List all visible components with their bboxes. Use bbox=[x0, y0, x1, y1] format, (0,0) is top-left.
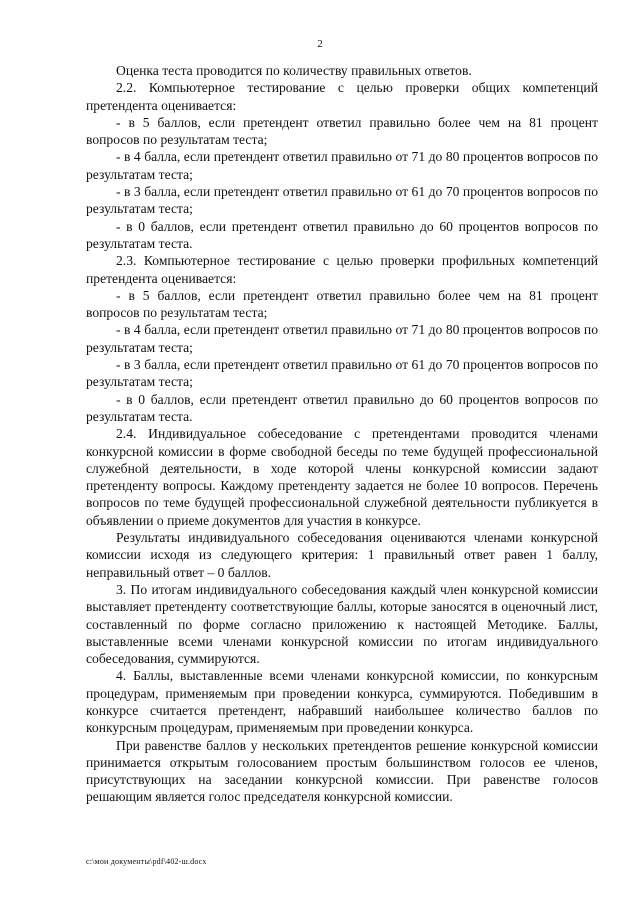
paragraph-2-3-score-4: - в 4 балла, если претендент ответил правильно от 71 до 80 процентов вопросов по результатам теста; bbox=[86, 322, 598, 355]
paragraph-2-2-score-5: - в 5 баллов, если претендент ответил правильно более чем на 81 процент вопросов по результатам теста; bbox=[86, 114, 598, 148]
paragraph-3-evaluation-sheet: 3. По итогам индивидуального собеседования каждый член конкурсной комиссии выставляет претенденту соответствующие баллы, которые заносятся в оценочный лист, составленный по форме согласно приложению к настоящей Методике. Баллы, выставленные всеми членами конкурсной комиссии по итогам индивидуального собеседования, суммируются. bbox=[86, 581, 598, 667]
paragraph-tie-vote: При равенстве баллов у нескольких претендентов решение конкурсной комиссии принимается открытым голосованием простым большинством голосов ее членов, присутствующих на заседании конкурсной комиссии. При равенстве голосов решающим является голос председателя конкурсной комиссии. bbox=[86, 737, 598, 805]
paragraph-test-scoring-note: Оценка теста проводится по количеству правильных ответов. bbox=[116, 63, 472, 78]
paragraph-2-2-score-0: - в 0 баллов, если претендент ответил правильно до 60 процентов вопросов по результатам теста. bbox=[86, 218, 598, 251]
paragraph-2-2-score-3: - в 3 балла, если претендент ответил правильно от 61 до 70 процентов вопросов по результатам теста; bbox=[86, 184, 598, 217]
footer-file-path: c:\мои документы\pdf\402-ш.docx bbox=[86, 857, 207, 866]
paragraph-2-3-score-0: - в 0 баллов, если претендент ответил правильно до 60 процентов вопросов по результатам теста. bbox=[86, 391, 598, 424]
paragraph-2-4-interview: 2.4. Индивидуальное собеседование с претендентами проводится членами конкурсной комиссии в форме свободной беседы по теме будущей профессиональной служебной деятельности, в ходе которой члены конкурсной комиссии задают претенденту вопросы. Каждому претенденту задается не более 10 вопросов. Перечень вопросов по теме будущей профессиональной служебной деятельности публикуется в объявлении о приеме документов для участия в конкурсе. bbox=[86, 426, 598, 528]
paragraph-2-3-score-3: - в 3 балла, если претендент ответил правильно от 61 до 70 процентов вопросов по результатам теста; bbox=[86, 357, 598, 390]
paragraph-2-2-heading: 2.2. Компьютерное тестирование с целью проверки общих компетенций претендента оценивается: bbox=[86, 80, 598, 113]
paragraph-2-3-score-5: - в 5 баллов, если претендент ответил правильно более чем на 81 процент вопросов по результатам теста; bbox=[86, 287, 598, 321]
paragraph-2-2-score-4: - в 4 балла, если претендент ответил правильно от 71 до 80 процентов вопросов по результатам теста; bbox=[86, 149, 598, 182]
paragraph-2-3-heading: 2.3. Компьютерное тестирование с целью проверки профильных компетенций претендента оценивается: bbox=[86, 253, 598, 286]
paragraph-interview-results: Результаты индивидуального собеседования оцениваются членами конкурсной комиссии исходя из следующего критерия: 1 правильный ответ равен 1 баллу, неправильный ответ – 0 баллов. bbox=[86, 530, 598, 580]
paragraph-4-total-scores: 4. Баллы, выставленные всеми членами конкурсной комиссии, по конкурсным процедурам, применяемым при проведении конкурса, суммируются. Победившим в конкурсе считается претендент, набравший наибольшее количество баллов по конкурсным процедурам, применяемым при проведении конкурса. bbox=[86, 668, 598, 736]
page-number: 2 bbox=[317, 38, 323, 50]
document-body bbox=[86, 62, 598, 806]
